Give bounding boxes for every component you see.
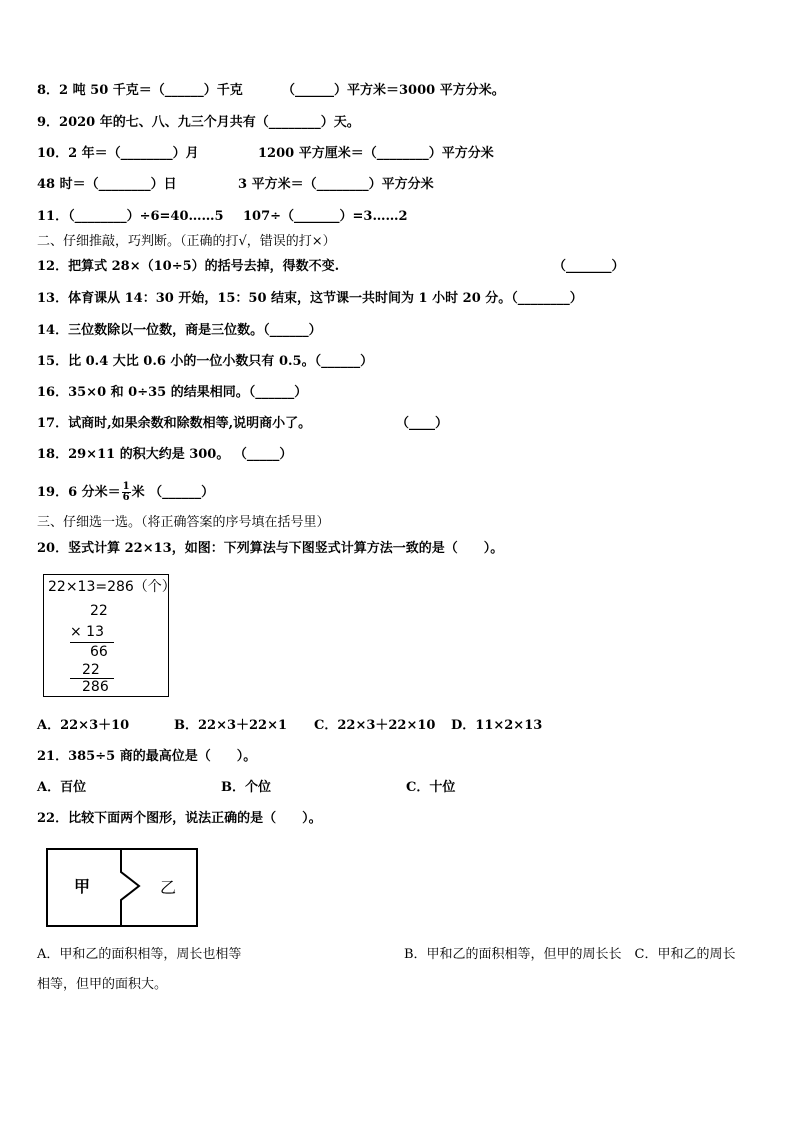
q10-part-d: 3 平方米＝（________）平方分米 xyxy=(238,177,434,192)
q20-option-d: D．11×2×13 xyxy=(451,718,543,733)
q19-fraction-numerator: 1 xyxy=(122,481,130,492)
q11-part-a: 11．（________）÷6=40……5 xyxy=(37,209,224,224)
q8-part-b: （______）平方米＝3000 平方分米。 xyxy=(282,83,505,98)
q19 xyxy=(37,482,214,504)
q16: 16．35×0 和 0÷35 的结果相同。（______） xyxy=(37,385,308,400)
calc-multiplicand: 22 xyxy=(90,603,108,619)
q13: 13．体育课从 14：30 开始，15：50 结束，这节课一共时间为 1 小时 20 分。（________） xyxy=(37,291,583,306)
section-2-heading: 二、仔细推敲，巧判断。（正确的打√，错误的打×） xyxy=(37,234,336,249)
calc-header: 22×13=286（个） xyxy=(48,579,176,595)
calc-partial-1: 66 xyxy=(90,644,108,660)
vertical-calculation-box xyxy=(43,574,176,697)
q18: 18．29×11 的积大约是 300。 （_____） xyxy=(37,447,293,462)
q11-part-b: 107÷（_______）=3……2 xyxy=(243,209,408,224)
shape-comparison-figure xyxy=(46,848,200,930)
q21-option-a: A．百位 xyxy=(37,780,87,795)
q21-option-c: C．十位 xyxy=(406,780,456,795)
q20-text: 20．竖式计算 22×13，如图：下列算法与下图竖式计算方法一致的是（ ）。 xyxy=(37,541,504,556)
q22-option-b-c: B．甲和乙的面积相等，但甲的周长长 C．甲和乙的周长 xyxy=(404,947,736,962)
q22-text: 22．比较下面两个图形，说法正确的是（ ）。 xyxy=(37,811,322,826)
q10-part-a: 10．2 年＝（________）月 xyxy=(37,146,199,161)
calc-multiplier: × 13 xyxy=(70,624,104,640)
q19-fraction-denominator: 6 xyxy=(122,492,130,503)
q15: 15．比 0.4 大比 0.6 小的一位小数只有 0.5。（______） xyxy=(37,354,374,369)
q20-option-b: B．22×3＋22×1 xyxy=(174,718,288,733)
q10-part-c: 48 时＝（________）日 xyxy=(37,177,177,192)
section-3-heading: 三、仔细选一选。（将正确答案的序号填在括号里） xyxy=(37,515,330,530)
q22-option-a: A．甲和乙的面积相等，周长也相等 xyxy=(37,947,242,962)
q21-option-b: B．个位 xyxy=(221,780,271,795)
q19-prefix: 19．6 分米＝ xyxy=(37,485,121,500)
q8-part-a: 8．2 吨 50 千克＝（______）千克 xyxy=(37,83,243,98)
q21-text: 21．385÷5 商的最高位是（ ）。 xyxy=(37,749,257,764)
shape-divider-line xyxy=(121,849,139,926)
q14: 14．三位数除以一位数，商是三位数。（______） xyxy=(37,323,322,338)
calc-rule-1 xyxy=(70,642,114,643)
q12-text: 12．把算式 28×（10÷5）的括号去掉，得数不变. xyxy=(37,259,340,274)
q17-blank: （____） xyxy=(396,416,449,431)
q20-option-c: C．22×3＋22×10 xyxy=(314,718,436,733)
q12-blank: （_______） xyxy=(553,259,625,274)
calc-product: 286 xyxy=(82,679,109,695)
calc-partial-2: 22 xyxy=(82,662,100,678)
shape-label-yi: 乙 xyxy=(160,878,177,897)
shape-label-jia: 甲 xyxy=(74,877,91,896)
q9: 9．2020 年的七、八、九三个月共有（________）天。 xyxy=(37,115,360,130)
q22-option-c-continued: 相等，但甲的面积大。 xyxy=(37,977,168,992)
q17-text: 17．试商时,如果余数和除数相等,说明商小了。 xyxy=(37,416,312,431)
q10-part-b: 1200 平方厘米＝（________）平方分米 xyxy=(258,146,494,161)
q19-suffix: 米 （______） xyxy=(131,485,215,500)
q19-fraction xyxy=(122,482,131,503)
q20-option-a: A．22×3＋10 xyxy=(37,718,130,733)
